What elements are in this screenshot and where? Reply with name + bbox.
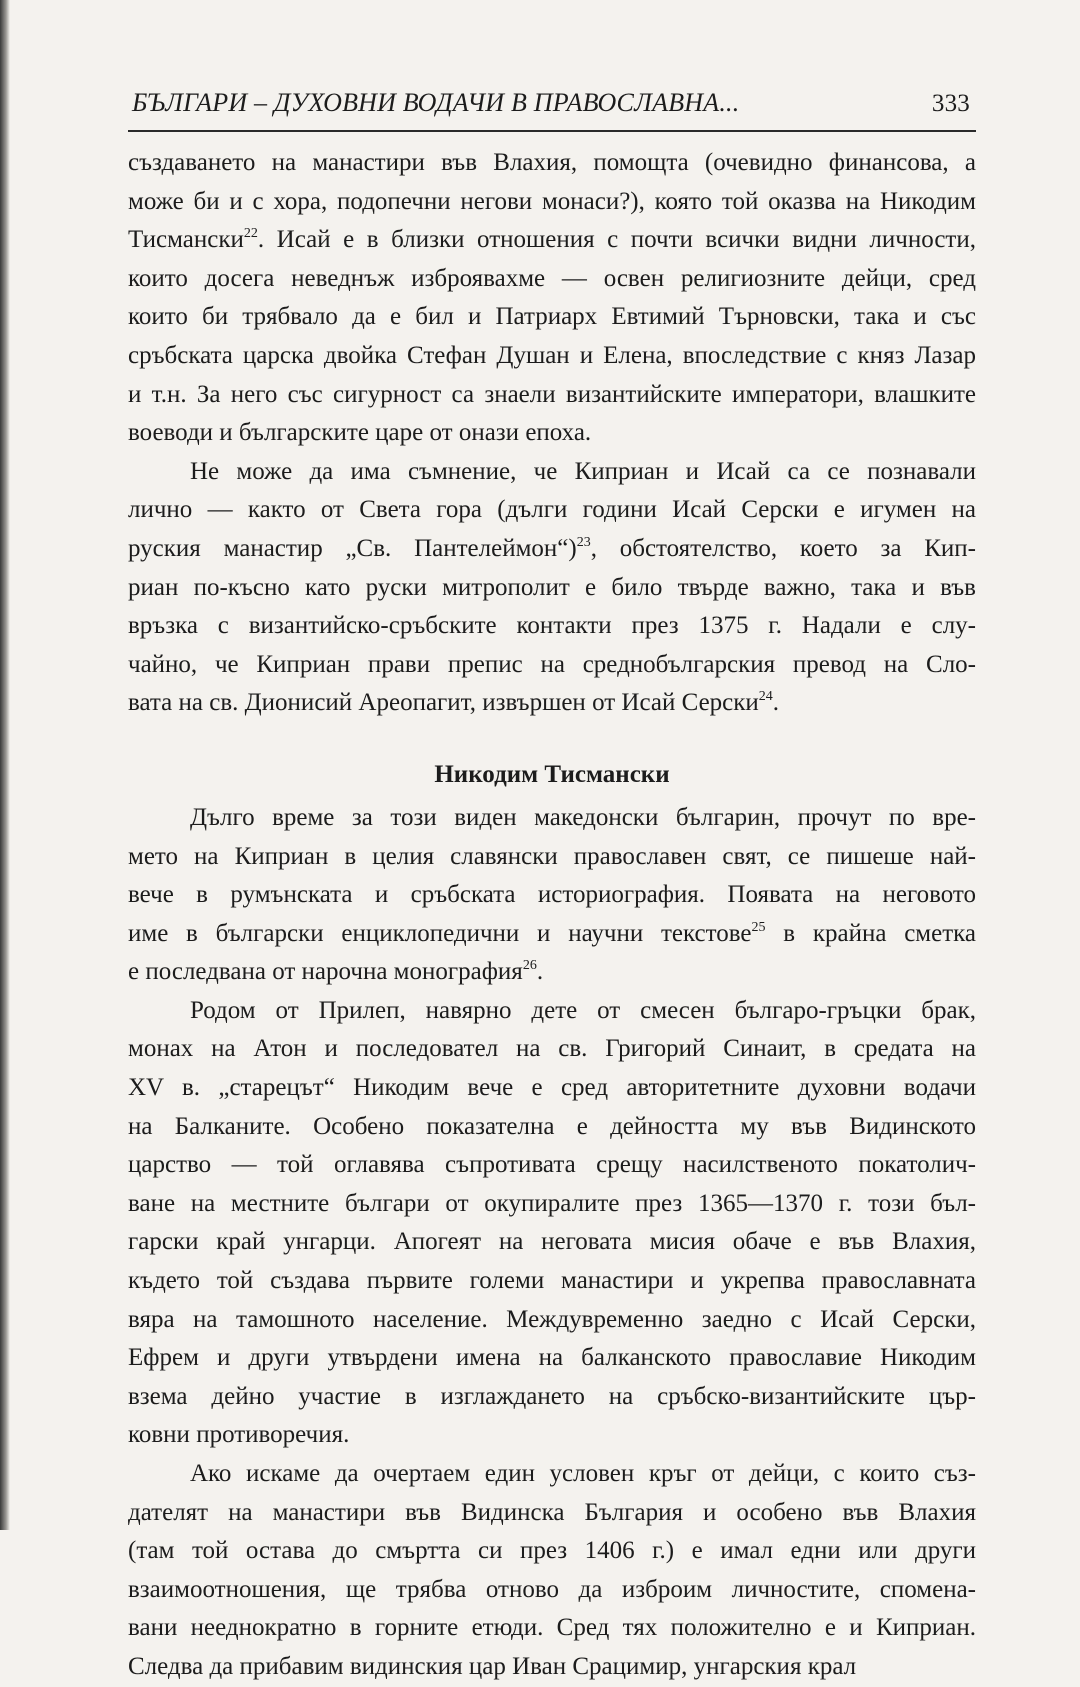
footnote-ref: 24 bbox=[758, 689, 773, 705]
paragraph bbox=[128, 1455, 976, 1687]
footnote-ref: 22 bbox=[243, 226, 258, 242]
text-line: име в български енциклопедични и научни текстове$^{25}$ в крайна сметка bbox=[128, 919, 976, 947]
section-heading: Никодим Тисмански bbox=[434, 760, 670, 788]
text-line: Ако искаме да очертаем един условен кръг от дейци, с които съз- bbox=[190, 1460, 976, 1487]
intro-paragraphs bbox=[128, 144, 976, 723]
text-line: Тисмански$^{22}$. Исай е в близки отношения с почти всички видни личности, bbox=[128, 226, 976, 254]
section-paragraphs bbox=[128, 799, 976, 1687]
text-line: руския манастир „Св. Пантелеймон“)$^{23}$, обстоятелство, което за Кип- bbox=[128, 534, 976, 562]
text-line: взаимоотношения, ще трябва отново да изброим личностите, спомена- bbox=[128, 1575, 976, 1603]
text-line: вата на св. Дионисий Ареопагит, извършен от Исай Серски$^{24}$. bbox=[128, 689, 780, 717]
text-line: монах на Атон и последовател на св. Григорий Синаит, в средата на bbox=[128, 1035, 976, 1063]
text-line: XV в. „старецът“ Никодим вече е сред авторитетните духовни водачи bbox=[128, 1074, 976, 1102]
text-line: където той създава първите големи манастири и укрепва православната bbox=[128, 1267, 976, 1295]
text-line: вече в румънската и сръбската историография. Появата на неговото bbox=[128, 881, 976, 909]
text-line: може би и с хора, подопечни негови монаси?), която той оказва на Никодим bbox=[128, 187, 976, 215]
text-line: Следва да прибавим видинския цар Иван Срацимир, унгарския крал bbox=[128, 1652, 857, 1680]
text-line: Дълго време за този виден македонски българин, прочут по вре- bbox=[190, 803, 976, 831]
text-line: които досега неведнъж изброявахме — освен религиозните дейци, сред bbox=[128, 264, 976, 292]
page-body bbox=[128, 144, 976, 1687]
text-line: чайно, че Киприан прави препис на среднобългарския превод на Сло- bbox=[128, 650, 976, 678]
page-number: 333 bbox=[931, 90, 970, 117]
book-page bbox=[128, 88, 976, 1687]
text-line: създаването на манастири във Влахия, помощта (очевидно финансова, а bbox=[128, 149, 976, 176]
text-line: ване на местните българи от окупиралите през 1365—1370 г. този бъл- bbox=[128, 1189, 976, 1217]
text-line: вани нееднократно в горните етюди. Сред тях положително е и Киприан. bbox=[128, 1614, 976, 1642]
text-line: сръбската царска двойка Стефан Душан и Елена, впоследствие с княз Лазар bbox=[128, 341, 976, 369]
text-line: Не може да има съмнение, че Киприан и Исай са се познавали bbox=[190, 457, 976, 485]
text-line: мето на Киприан в целия славянски православен свят, се пишеше най- bbox=[128, 842, 976, 870]
text-line: риан по-късно като руски митрополит е било твърде важно, така и във bbox=[128, 573, 976, 601]
running-title: БЪЛГАРИ – ДУХОВНИ ВОДАЧИ В ПРАВОСЛАВНА... bbox=[132, 88, 740, 117]
text-line: и т.н. За него със сигурност са знаели византийските императори, влашките bbox=[128, 380, 976, 408]
running-header bbox=[128, 88, 976, 132]
footnote-ref: 26 bbox=[522, 958, 537, 974]
text-line: вяра на тамошното население. Междувременно заедно с Исай Серски, bbox=[128, 1305, 976, 1333]
text-line: на Балканите. Особено показателна е дейността му във Видинското bbox=[128, 1112, 976, 1140]
text-line: които би трябвало да е бил и Патриарх Евтимий Търновски, така и със bbox=[128, 303, 976, 331]
text-line: воеводи и българските царе от онази епоха. bbox=[128, 419, 592, 447]
text-line: взема дейно участие в изглаждането на сръбско-византийските цър- bbox=[128, 1382, 976, 1410]
text-line: Ефрем и други утвърдени имена на балканското православие Никодим bbox=[128, 1344, 976, 1372]
text-line: връзка с византийско-сръбските контакти през 1375 г. Надали е слу- bbox=[128, 612, 976, 640]
text-line: (там той остава до смъртта си през 1406 г.) е имал едни или други bbox=[128, 1537, 976, 1565]
footnote-ref: 25 bbox=[751, 919, 766, 935]
text-line: гарски край унгарци. Апогеят на неговата мисия обаче е във Влахия, bbox=[128, 1228, 976, 1256]
text-line: е последвана от нарочна монография$^{26}$. bbox=[128, 958, 544, 986]
paragraph bbox=[128, 453, 976, 723]
text-line: лично — както от Света гора (дълги години Исай Серски е игумен на bbox=[128, 496, 976, 524]
text-line: Родом от Прилеп, навярно дете от смесен българо-гръцки брак, bbox=[190, 996, 976, 1024]
text-line: царство — той оглавява съпротивата срещу насилственото покатолич- bbox=[128, 1151, 976, 1179]
paragraph bbox=[128, 144, 976, 453]
footnote-ref: 23 bbox=[576, 534, 591, 550]
text-line: ковни противоречия. bbox=[128, 1421, 350, 1449]
book-spine-shadow bbox=[0, 0, 10, 1530]
paragraph bbox=[128, 799, 976, 992]
paragraph bbox=[128, 992, 976, 1455]
text-line: дателят на манастири във Видинска България и особено във Влахия bbox=[128, 1498, 976, 1526]
